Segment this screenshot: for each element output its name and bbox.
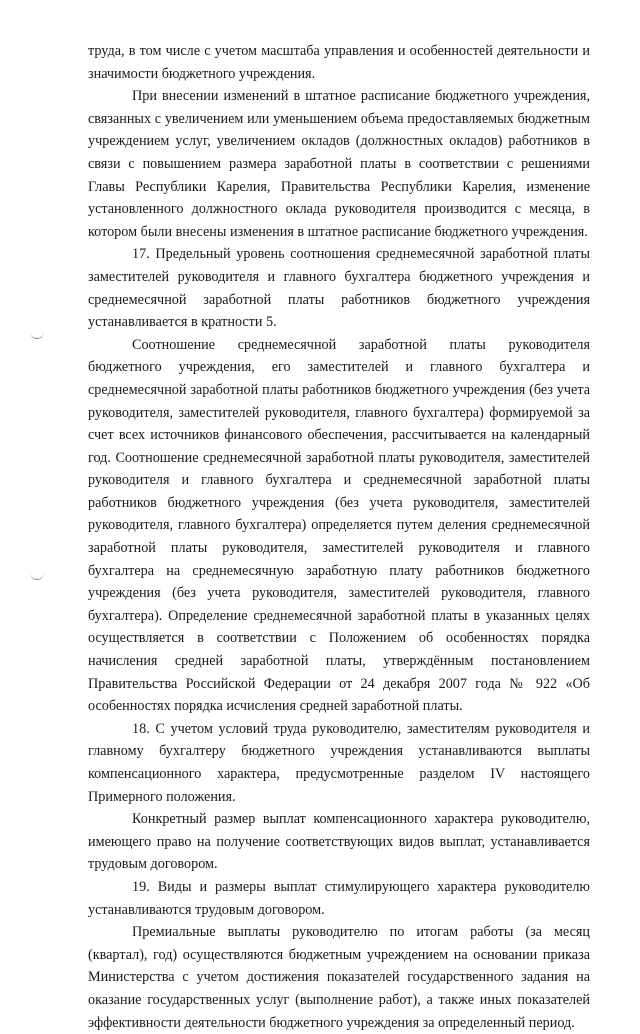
paragraph-staffing-changes: При внесении изменений в штатное расписание бюджетного учреждения, связанных с увеличением или уменьшением объема предоставляемых бюджетным учреждением услуг, увеличением окладов (должностных окладов) работников в связи с повышением размера заработной платы в соответствии с решениями Главы Республики Карелия, Правительства Республики Карелия, изменение установленного должностного оклада руководителя производится с месяца, в котором были внесены изменения в штатное расписание бюджетного учреждения. <box>88 88 590 240</box>
paragraph-bonus-payments: Премиальные выплаты руководителю по итогам работы (за месяц (квартал), год) осуществляются бюджетным учреждением на основании приказа Министерства с учетом достижения показателей государственного задания на оказание государственных услуг (выполнение работ), а также иных показателей эффективности деятельности бюджетного учреждения за определенный период. <box>88 924 590 1031</box>
paragraph-clause-18: 18. С учетом условий труда руководителю, заместителям руководителя и главному бухгалтеру бюджетного учреждения устанавливаются выплаты компенсационного характера, предусмотренные разделом IV настоящего Примерного положения. <box>88 720 590 805</box>
document-page <box>88 40 590 1034</box>
paragraph-compensation-amount: Конкретный размер выплат компенсационного характера руководителю, имеющего право на получение соответствующих видов выплат, устанавливается трудовым договором. <box>88 811 590 873</box>
paragraph-clause-19: 19. Виды и размеры выплат стимулирующего характера руководителю устанавливаются трудовым договором. <box>88 878 590 918</box>
paragraph-salary-ratio: Соотношение среднемесячной заработной платы руководителя бюджетного учреждения, его заместителей и главного бухгалтера и среднемесячной заработной платы работников бюджетного учреждения (без учета руководителя, заместителей руководителя, главного бухгалтера) формируемой за счет всех источников финансового обеспечения, рассчитывается на календарный год. Соотношение среднемесячной заработной платы руководителя, заместителей руководителя и главного бухгалтера и среднемесячной заработной платы работников бюджетного учреждения (без учета руководителя, заместителей руководителя, главного бухгалтера) определяется путем деления среднемесячной заработной платы руководителя, заместителей руководителя и главного бухгалтера на среднемесячную заработную плату работников бюджетного учреждения (без учета руководителя, заместителей руководителя, главного бухгалтера). Определение среднемесячной заработной платы в указанных целях осуществляется в соответствии с Положением об особенностях порядка начисления средней заработной платы, утверждённым постановлением Правительства Российской Федерации от 24 декабря 2007 года № 922 «Об особенностях порядка исчисления средней заработной платы. <box>88 336 590 715</box>
paragraph-continuation: труда, в том числе с учетом масштаба управления и особенностей деятельности и значимости бюджетного учреждения. <box>88 43 590 82</box>
paragraph-clause-17: 17. Предельный уровень соотношения среднемесячной заработной платы заместителей руководителя и главного бухгалтера бюджетного учреждения и среднемесячной заработной платы работников бюджетного учреждения устанавливается в кратности 5. <box>88 246 590 331</box>
margin-mark <box>30 573 44 580</box>
margin-mark <box>30 332 44 339</box>
